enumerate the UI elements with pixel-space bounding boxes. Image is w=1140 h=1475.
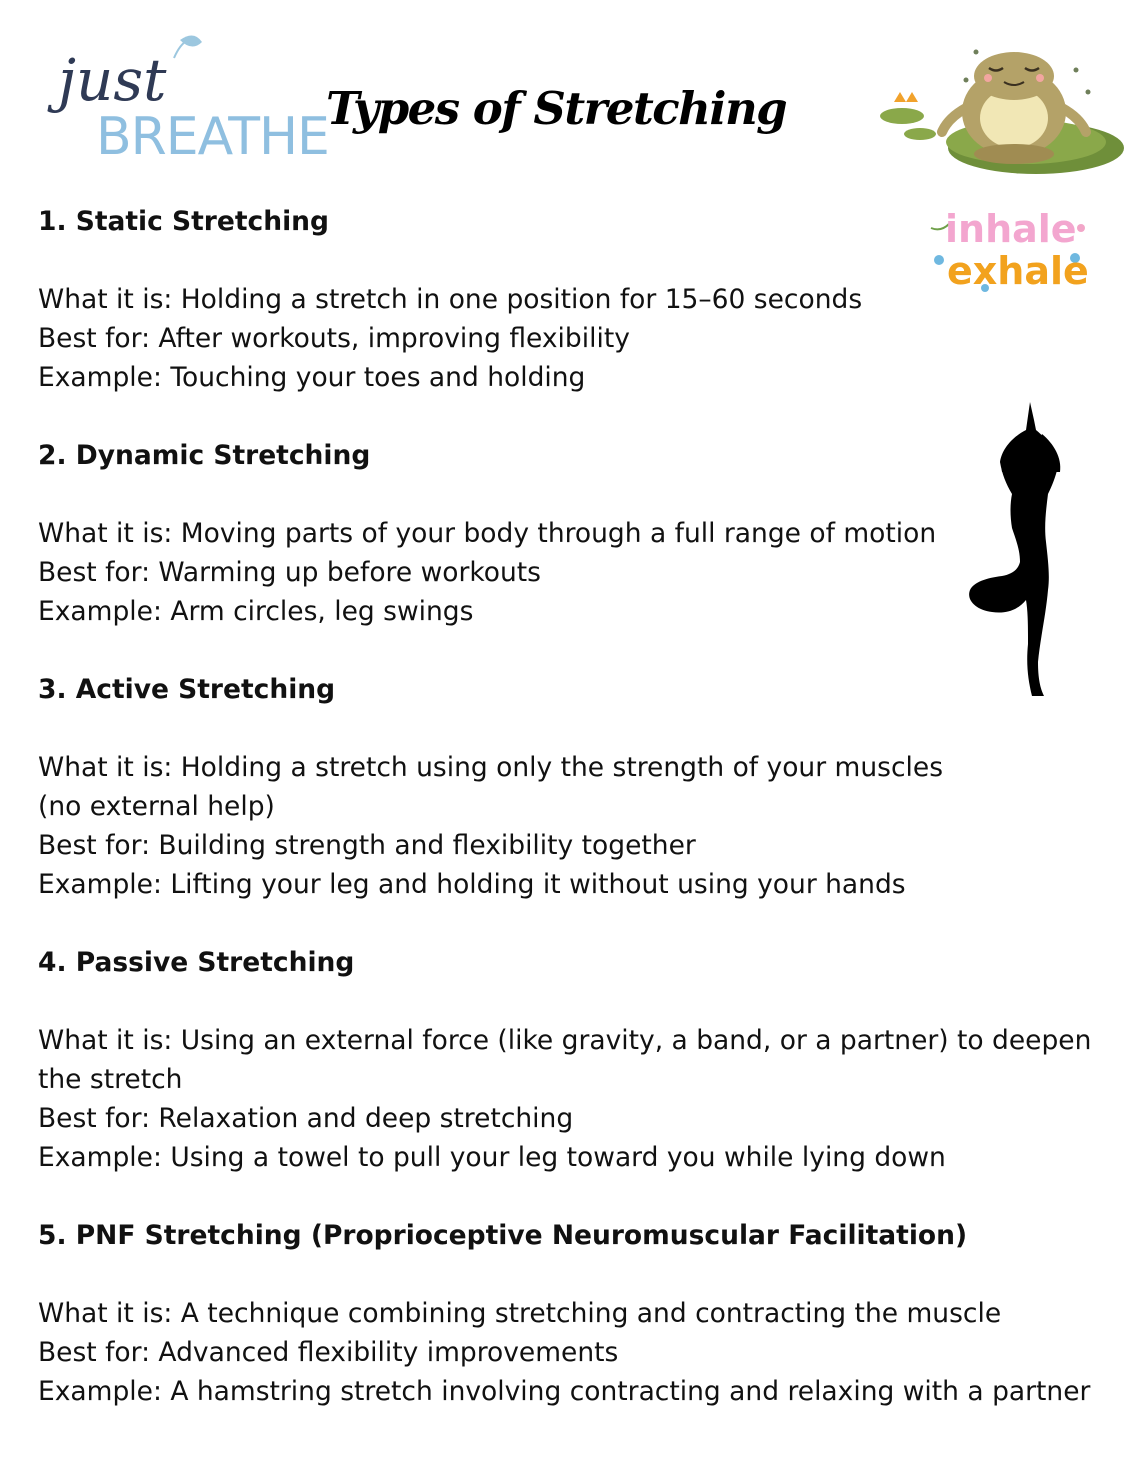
section-heading: 1. Static Stretching: [38, 206, 330, 237]
section-static: [38, 202, 1118, 397]
what-it-is-text: What it is: Using an external force (like gravity, a band, or a partner) to deepen the stretch: [38, 1025, 1092, 1095]
what-it-is-text: What it is: Holding a stretch using only the strength of your muscles (no external help): [38, 752, 943, 822]
logo-text-just: just: [58, 46, 167, 114]
best-for-text: Best for: After workouts, improving flexibility: [38, 323, 630, 354]
section-passive: [38, 943, 1118, 1177]
example-text: Example: Using a towel to pull your leg toward you while lying down: [38, 1142, 946, 1173]
section-active: [38, 670, 1118, 904]
best-for-text: Best for: Relaxation and deep stretching: [38, 1103, 574, 1134]
example-text: Example: Arm circles, leg swings: [38, 596, 474, 627]
example-text: Example: Touching your toes and holding: [38, 362, 586, 393]
meditating-frog-illustration: [876, 38, 1116, 188]
section-heading: 4. Passive Stretching: [38, 947, 355, 978]
section-dynamic: [38, 436, 1118, 631]
sticker-text-exhale: exhale: [947, 249, 1089, 293]
section-heading: 3. Active Stretching: [38, 674, 336, 705]
best-for-text: Best for: Building strength and flexibility together: [38, 830, 696, 861]
best-for-text: Best for: Warming up before workouts: [38, 557, 541, 588]
section-pnf: [38, 1216, 1118, 1411]
stretch-types-list: [38, 202, 1118, 1450]
what-it-is-text: What it is: Moving parts of your body through a full range of motion: [38, 518, 937, 549]
example-text: Example: Lifting your leg and holding it without using your hands: [38, 869, 906, 900]
section-heading: 2. Dynamic Stretching: [38, 440, 371, 471]
just-breathe-logo: [52, 28, 329, 167]
sticker-text-inhale: inhale: [945, 207, 1077, 251]
section-heading: 5. PNF Stretching (Proprioceptive Neuromuscular Facilitation): [38, 1220, 968, 1251]
what-it-is-text: What it is: Holding a stretch in one position for 15–60 seconds: [38, 284, 863, 315]
page-title: Types of Stretching: [326, 82, 787, 135]
best-for-text: Best for: Advanced flexibility improvements: [38, 1337, 619, 1368]
what-it-is-text: What it is: A technique combining stretching and contracting the muscle: [38, 1298, 1002, 1329]
logo-text-breathe: BREATHE: [96, 107, 329, 167]
example-text: Example: A hamstring stretch involving contracting and relaxing with a partner: [38, 1376, 1091, 1407]
